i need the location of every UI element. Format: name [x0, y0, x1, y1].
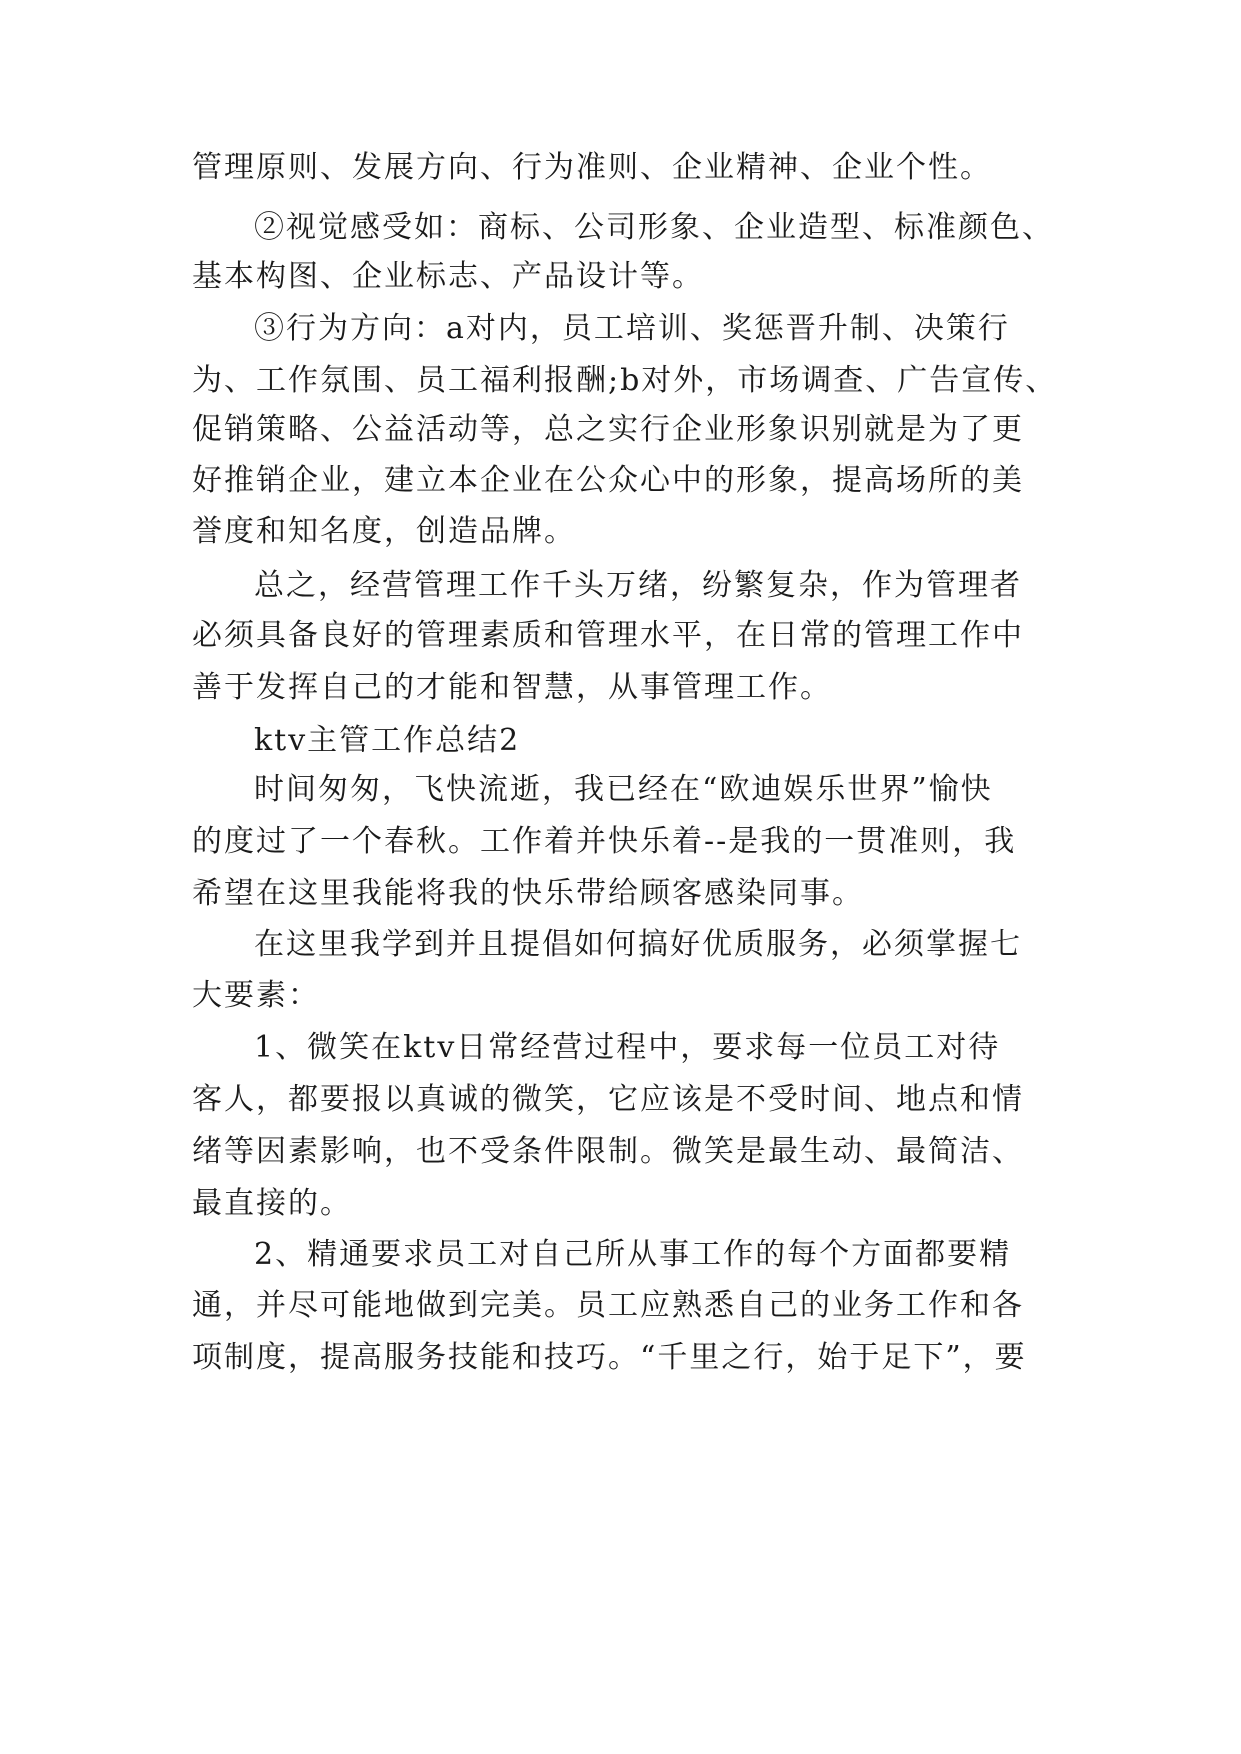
text-line: 时间匆匆，飞快流逝，我已经在“欧迪娱乐世界”愉快: [254, 772, 993, 807]
text-line: 希望在这里我能将我的快乐带给顾客感染同事。: [192, 876, 864, 911]
text-line: 基本构图、企业标志、产品设计等。: [192, 259, 704, 294]
text-line: 管理原则、发展方向、行为准则、企业精神、企业个性。: [192, 150, 992, 185]
text-line: 2、精通要求员工对自己所从事工作的每个方面都要精: [254, 1237, 1012, 1272]
text-line: 在这里我学到并且提倡如何搞好优质服务，必须掌握七: [254, 927, 1022, 962]
text-line: 为、工作氛围、员工福利报酬;b对外，市场调查、广告宣传、: [192, 363, 1058, 398]
text-line: 的度过了一个春秋。工作着并快乐着--是我的一贯准则，我: [192, 824, 1017, 859]
section-heading: ktv主管工作总结2: [254, 723, 521, 758]
text-line: ②视觉感受如：商标、公司形象、企业造型、标准颜色、: [254, 210, 1054, 245]
text-line: 必须具备良好的管理素质和管理水平，在日常的管理工作中: [192, 618, 1024, 653]
text-line: 大要素：: [192, 978, 320, 1013]
text-line: 通，并尽可能地做到完美。员工应熟悉自己的业务工作和各: [192, 1288, 1024, 1323]
text-line: 项制度，提高服务技能和技巧。“千里之行，始于足下”，要: [192, 1340, 1027, 1375]
text-line: 总之，经营管理工作千头万绪，纷繁复杂，作为管理者: [254, 568, 1022, 603]
text-line: 誉度和知名度，创造品牌。: [192, 514, 576, 549]
text-line: 好推销企业，建立本企业在公众心中的形象，提高场所的美: [192, 463, 1024, 498]
text-line: 促销策略、公益活动等，总之实行企业形象识别就是为了更: [192, 412, 1024, 447]
text-line: 1、微笑在ktv日常经营过程中，要求每一位员工对待: [254, 1030, 1001, 1065]
text-line: 善于发挥自己的才能和智慧，从事管理工作。: [192, 670, 832, 705]
text-line: ③行为方向：a对内，员工培训、奖惩晋升制、决策行: [254, 311, 1010, 346]
text-line: 绪等因素影响，也不受条件限制。微笑是最生动、最简洁、: [192, 1134, 1024, 1169]
text-line: 最直接的。: [192, 1186, 352, 1221]
text-line: 客人，都要报以真诚的微笑，它应该是不受时间、地点和情: [192, 1082, 1024, 1117]
